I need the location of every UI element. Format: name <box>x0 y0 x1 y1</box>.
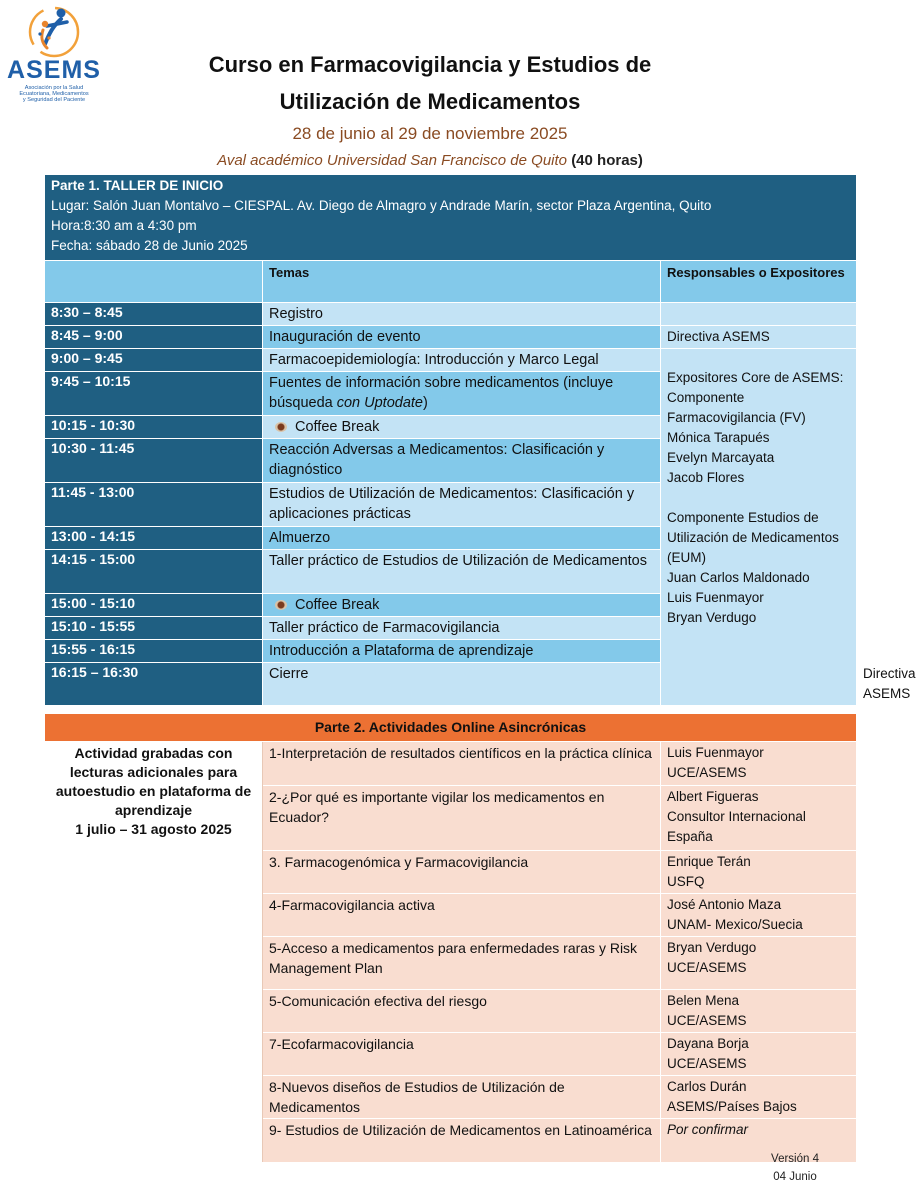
coffee-cup-icon <box>275 422 287 432</box>
topic: Farmacoepidemiología: Introducción y Marco Legal <box>263 349 661 372</box>
table-row: 16:15 – 16:30 Cierre Directiva ASEMS <box>45 663 857 706</box>
activity-dates: 1 julio – 31 agosto 2025 <box>75 821 232 837</box>
logo-name: ASEMS <box>7 56 101 84</box>
topic: 5-Acceso a medicamentos para enfermedades raras y Risk Management Plan <box>263 937 661 990</box>
presenter <box>661 937 857 990</box>
time-slot: 8:45 – 9:00 <box>45 326 263 349</box>
time-slot: 13:00 - 14:15 <box>45 527 263 550</box>
presenter <box>661 990 857 1033</box>
presenter-line: UCE/ASEMS <box>667 1013 747 1028</box>
presenter <box>661 851 857 894</box>
presenter-line: España <box>667 829 713 844</box>
topic-emphasis: con Uptodate <box>336 395 423 411</box>
part1-date: Fecha: sábado 28 de Junio 2025 <box>51 238 248 253</box>
time-slot: 15:10 - 15:55 <box>45 617 263 640</box>
column-header-time <box>45 261 263 303</box>
presenter-line: Luis Fuenmayor <box>667 590 764 605</box>
part1-time: Hora:8:30 am a 4:30 pm <box>51 218 197 233</box>
time-slot: 16:15 – 16:30 <box>45 663 263 706</box>
table-row <box>45 742 857 786</box>
presenter-line: Consultor Internacional <box>667 809 806 824</box>
presenter <box>661 894 857 937</box>
presenter-line: UNAM- Mexico/Suecia <box>667 917 803 932</box>
presenter-line: Luis Fuenmayor <box>667 745 764 760</box>
core-presenters <box>661 349 857 706</box>
page-title-line-1: Curso en Farmacovigilancia y Estudios de <box>208 52 652 77</box>
part1-location: Lugar: Salón Juan Montalvo – CIESPAL. Av. Diego de Almagro y Andrade Marín, sector Plaza Argentina, Quito <box>51 198 712 213</box>
presenter-line: Jacob Flores <box>667 470 745 485</box>
logo-subtitle-line: Ecuatoriana, Medicamentos <box>19 91 89 98</box>
endorsement-text: Aval académico Universidad San Francisco de Quito <box>217 152 568 169</box>
topic <box>263 416 661 439</box>
part2-activities-table <box>44 713 857 1163</box>
topic: Registro <box>263 303 661 326</box>
time-slot: 15:00 - 15:10 <box>45 594 263 617</box>
topic: Cierre <box>263 663 661 706</box>
topic: 7-Ecofarmacovigilancia <box>263 1033 661 1076</box>
asems-logo <box>6 4 102 116</box>
topic-text: Coffee Break <box>295 419 380 435</box>
logo-subtitle-line: y Seguridad del Paciente <box>22 97 86 104</box>
presenter-line: Bryan Verdugo <box>667 940 757 955</box>
presenter-line: Albert Figueras <box>667 789 759 804</box>
topic: Taller práctico de Farmacovigilancia <box>263 617 661 640</box>
time-slot: 10:30 - 11:45 <box>45 439 263 483</box>
presenter-line: Evelyn Marcayata <box>667 450 775 465</box>
topic: 4-Farmacovigilancia activa <box>263 894 661 937</box>
topic: Taller práctico de Estudios de Utilización de Medicamentos <box>263 550 661 594</box>
topic: 1-Interpretación de resultados científicos en la práctica clínica <box>263 742 661 786</box>
topic: Reacción Adversas a Medicamentos: Clasificación y diagnóstico <box>263 439 661 483</box>
presenter <box>661 742 857 786</box>
activity-description <box>45 742 263 1163</box>
time-slot: 15:55 - 16:15 <box>45 640 263 663</box>
table-row <box>45 303 857 326</box>
time-slot: 10:15 - 10:30 <box>45 416 263 439</box>
presenter <box>661 786 857 851</box>
presenter-empty <box>661 303 857 326</box>
part1-info <box>45 175 857 261</box>
topic: 2-¿Por qué es importante vigilar los medicamentos en Ecuador? <box>263 786 661 851</box>
presenter: Directiva ASEMS <box>661 326 857 349</box>
asems-emblem-icon <box>23 4 85 60</box>
presenter <box>661 1076 857 1119</box>
logo-subtitle-line: Asociación por la Salud <box>24 85 84 91</box>
topic: Estudios de Utilización de Medicamentos: Clasificación y aplicaciones prácticas <box>263 483 661 527</box>
presenter-line: Bryan Verdugo <box>667 610 757 625</box>
presenter-line: Carlos Durán <box>667 1079 747 1094</box>
part1-title: Parte 1. TALLER DE INICIO <box>51 178 224 193</box>
presenter-line: Belen Mena <box>667 993 740 1008</box>
presenter-line: Componente Farmacovigilancia (FV) <box>667 390 806 425</box>
version-info <box>771 1150 819 1186</box>
presenter-line: José Antonio Maza <box>667 897 782 912</box>
topic: 5-Comunicación efectiva del riesgo <box>263 990 661 1033</box>
topic <box>263 372 661 416</box>
topic-text: Coffee Break <box>295 597 380 613</box>
presenter <box>661 1033 857 1076</box>
presenter-line: UCE/ASEMS <box>667 765 747 780</box>
presenter-line: ASEMS/Países Bajos <box>667 1099 797 1114</box>
topic-text-end: ) <box>423 395 428 411</box>
presenter-line: USFQ <box>667 874 705 889</box>
time-slot: 11:45 - 13:00 <box>45 483 263 527</box>
logo-subtitle <box>6 85 102 104</box>
presenter <box>661 1119 857 1163</box>
time-slot: 14:15 - 15:00 <box>45 550 263 594</box>
topic: 3. Farmacogenómica y Farmacovigilancia <box>263 851 661 894</box>
presenter-line: Mónica Tarapués <box>667 430 770 445</box>
page-title-line-2: Utilización de Medicamentos <box>279 89 581 114</box>
presenter-line: Enrique Terán <box>667 854 751 869</box>
table-row <box>45 326 857 349</box>
coffee-cup-icon <box>275 600 287 610</box>
topic-text: Fuentes de información sobre medicamentos (incluye búsqueda <box>269 375 614 411</box>
topic: Almuerzo <box>263 527 661 550</box>
version-number: Versión 4 <box>771 1153 819 1165</box>
activity-text: Actividad grabadas con lecturas adicionales para autoestudio en plataforma de aprendizaje <box>55 745 252 818</box>
time-slot: 9:45 – 10:15 <box>45 372 263 416</box>
presenter-line: Juan Carlos Maldonado <box>667 570 810 585</box>
topic: 8-Nuevos diseños de Estudios de Utilización de Medicamentos <box>263 1076 661 1119</box>
column-header-row <box>45 261 857 303</box>
topic <box>263 594 661 617</box>
time-slot: 9:00 – 9:45 <box>45 349 263 372</box>
topic: Inauguración de evento <box>263 326 661 349</box>
table-row <box>45 349 857 372</box>
part2-title: Parte 2. Actividades Online Asincrónicas <box>45 714 857 742</box>
presenter-line: Componente Estudios de Utilización de Medicamentos (EUM) <box>667 510 839 565</box>
part2-header-row <box>45 714 857 742</box>
course-hours: (40 horas) <box>571 152 643 169</box>
version-date: 04 Junio <box>773 1171 817 1183</box>
presenter-line: UCE/ASEMS <box>667 960 747 975</box>
presenter-line: Dayana Borja <box>667 1036 749 1051</box>
part1-schedule-table <box>44 174 916 706</box>
academic-endorsement <box>100 152 760 169</box>
topic: 9- Estudios de Utilización de Medicamentos en Latinoamérica <box>263 1119 661 1163</box>
presenter-line: Expositores Core de ASEMS: <box>667 370 844 385</box>
presenter-spacer <box>667 488 850 508</box>
presenter-line: UCE/ASEMS <box>667 1056 747 1071</box>
course-dates: 28 de junio al 29 de noviembre 2025 <box>292 124 568 143</box>
presenter-line: Por confirmar <box>667 1122 749 1137</box>
time-slot: 8:30 – 8:45 <box>45 303 263 326</box>
column-header-temas: Temas <box>263 261 661 303</box>
topic: Introducción a Plataforma de aprendizaje <box>263 640 661 663</box>
part1-header-row <box>45 175 857 261</box>
column-header-responsables: Responsables o Expositores <box>661 261 857 303</box>
